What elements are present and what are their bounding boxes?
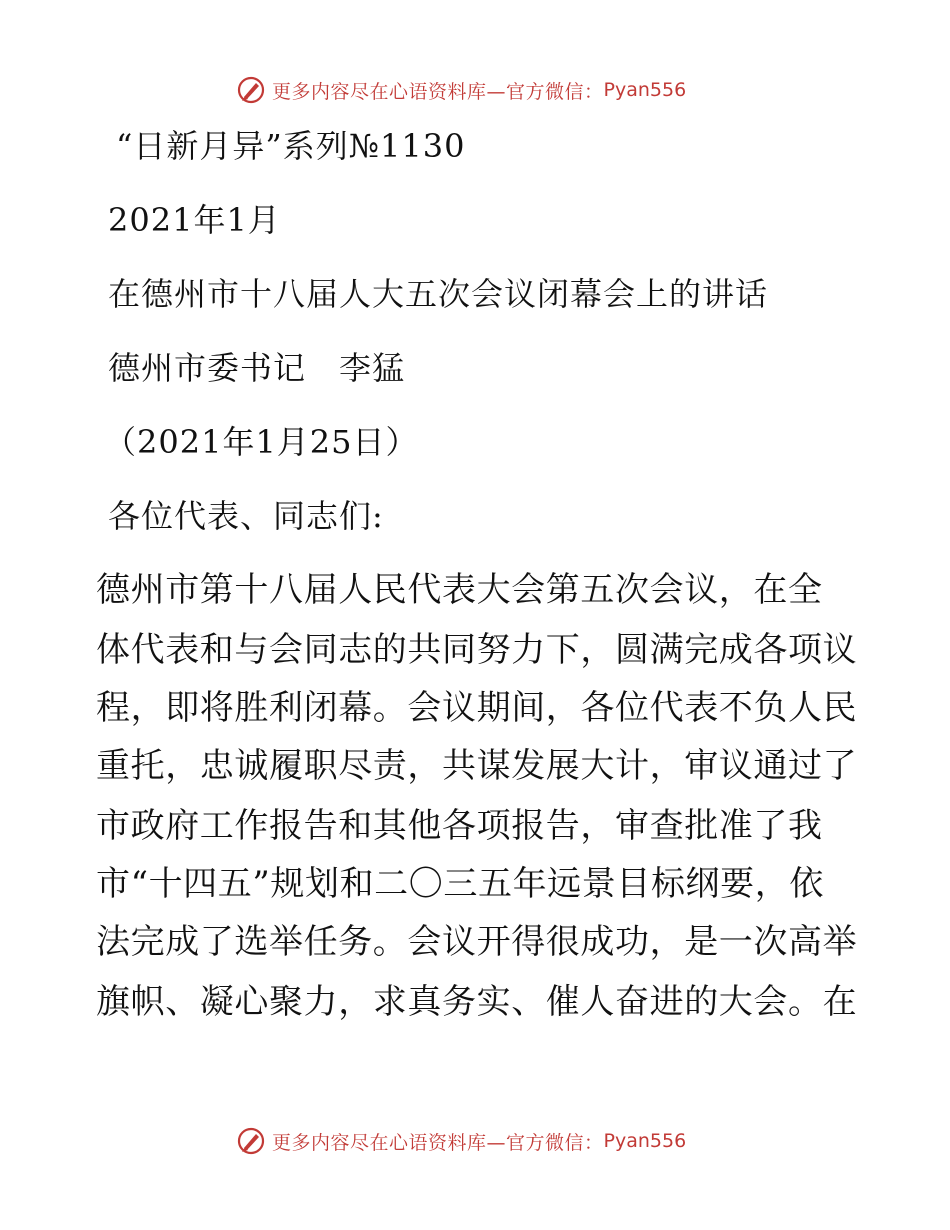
watermark-text: 更多内容尽在心语资料库—官方微信： <box>272 1131 604 1154</box>
watermark-wechat-id: Pyan556 <box>603 79 687 101</box>
watermark-wechat-id: Pyan556 <box>603 1130 687 1152</box>
header-watermark <box>236 73 686 107</box>
body-line: 市政府工作报告和其他各项报告，审查批准了我 <box>96 806 823 846</box>
speaker-line: 德州市委书记 李猛 <box>108 349 406 387</box>
salutation: 各位代表、同志们: <box>108 497 384 535</box>
footer-watermark <box>236 1124 686 1158</box>
document-date: 2021年1月 <box>108 201 281 239</box>
speech-date: （2021年1月25日） <box>104 423 419 461</box>
speech-title: 在德州市十八届人大五次会议闭幕会上的讲话 <box>108 275 769 313</box>
body-line: 法完成了选举任务。会议开得很成功，是一次高举 <box>96 922 858 962</box>
pen-logo-icon <box>236 1126 266 1156</box>
body-line: 体代表和与会同志的共同努力下，圆满完成各项议 <box>96 630 858 670</box>
series-label: “日新月异”系列№1130 <box>116 127 466 165</box>
body-line: 市“十四五”规划和二〇三五年远景目标纲要，依 <box>96 864 824 904</box>
body-line: 重托，忠诚履职尽责，共谋发展大计，审议通过了 <box>96 746 858 786</box>
body-line: 旗帜、凝心聚力，求真务实、催人奋进的大会。在 <box>96 982 858 1022</box>
body-line: 德州市第十八届人民代表大会第五次会议，在全 <box>96 570 823 610</box>
watermark-text: 更多内容尽在心语资料库—官方微信： <box>272 80 604 103</box>
pen-logo-icon <box>236 75 266 105</box>
body-line: 程，即将胜利闭幕。会议期间，各位代表不负人民 <box>96 688 858 728</box>
